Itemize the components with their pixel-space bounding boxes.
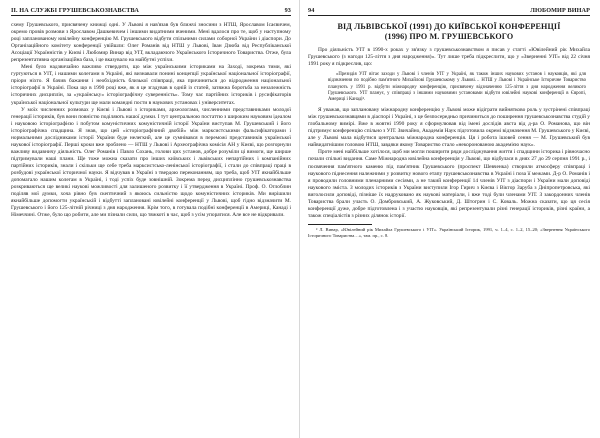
right-header-title: ЛЮБОМИР ВИНАР (530, 7, 590, 14)
left-page-number: 93 (284, 7, 291, 14)
right-body-text (308, 47, 590, 68)
article-title-line-1: ВІД ЛЬВІВСЬКОЇ (1991) ДО КИЇВСЬКОЇ КОНФЕРЕНЦІЇ (337, 22, 561, 31)
footnote: ³ Л. Винар, «Ювілейний рік Михайла Грушевського і УІТ». Український Історик, 1991, ч. 1–4, с. 1–2, 15–20; «Звернення Українського Історичного Товариства…», там. пр., с. 8. (308, 226, 590, 238)
left-paragraph: У моїх численних розмовах у Києві і Львові з істориками, археологами, численними представниками молодої генерації істориків, був вони повністю поділяють нашої думки. І тут центральною постаттю з широким науковим ідеалом і науковою історіографією і побутом комуністичних комуністичній історії України виступав М. Грушевський і його історіографічна спадщина. Я знав, що цей «історіографічний двобій» між марксистськими фальсифікаторами і нормальними дослідниками історії України буде нелегкий, але це сумнівався в переможі представників української наукової історіографії. Перші кроки вже зроблено — НТШ у Львові і Археографічна комісія АН у Києві, що розгорнули важливу видавничу діяльність. Олег Романів і Павло Сохань, голови цих установ, добре розуміли ці вимоги, ще ширше підтримували наші плани. Ще тоже можна сказати про інших київських і львівських непартійних і компанійних партійних істориків, знали і скільки ще себе треба марксистсько-ленінської історіографії, і стали до співпраці праці в розбудові української історичної науки. Я відчував в Україні з твердою переконанням, що треба, щоб УІТ якнайбільше допомагало нашим колегам в Україні, і тоді успіх буде зовнішній. Зокрема перед дисциплінно грушевськознавства розкриваються ще великі наукові можливості для залишеного розвитку і її утвердження в Україні. Проф. О. Оглоблин поділяв мої думки, хоча рівно був скептичний з якоюсь сильністю щодо комуністичних істориків. Ми вирішили якнайбільше допомогти українській і відбутті заплановані ювілейні конференції у Львові, щоб гідно відзначити М. Грушевського і його 125-літній річниці з дня народження. Крім того, в готувала подібні конференції в Америці, Канаді і Німеччині. Отже, було що робити, але ми пізнали сили, що тяжкоті в час, щоб з усім упоратися. Але все не відкривали. (11, 106, 291, 219)
body-paragraph: Я уважав, що заплановану міжнародну конференцію у Львові може відіграти вийнятково роль у зустрінені співпраці між грушевськознавцями в діаспорі і Україні, з це безпосередньо причиниться до поширення грушевськознавства студій у глобальному вимірі. Вже в жовтні 1990 року я сформулював від імені дослідів авста від д-ра О. Романова, що він підтримує конференцію спільно з УІТ. Звичайно, Академія Наук підготовила окремі відзначення М. Грушевського у Києві, але у Львові мала відбутися центральна міжнародна конференція. Ця і робота ішовей сення — М. Грушевський був найвидатнішим головою НТШ, завдяки якому Товариство стало «некоронованою академією наук». (308, 107, 590, 149)
footnote-rule (308, 224, 372, 225)
intro-paragraph: Про діяльність УІТ в 1990-х роках у зв'язку з грушевськознавством я писав у статті «Ювілейний рік Михайла Грушевського (з нагоди 125-ліття з дня народження)». Тут лише треба підкреслити, що у «Зверненні УІТ» від 22 січня 1991 року я підкреслив, що: (308, 47, 590, 68)
block-quote (328, 72, 586, 103)
right-running-head (308, 6, 590, 16)
right-body-text-continued (308, 107, 590, 220)
article-title (308, 22, 590, 42)
left-running-head (11, 6, 291, 16)
left-header-title: II. НА СЛУЖБІ ГРУШЕВСЬКОЗНАВСТВА (11, 7, 139, 14)
left-paragraph: Мені було надзвичайно важливо ствердити, що між українськими істориками на Заході, зокрема тими, які гуртуються в УІТ, і нашими колегами в Україні, які визнавали понині концепції української національної історіографії, пріори ніхто. Я бачив бажання і необхідність близької співпраці, яка причиниться до відродження національної історіографії в Україні. Пока що в 1990 році вже, як я це згадував в одній із статей, затяжна боротьба за незалежність історичних дисциплін, за «українську» історіографічну суверенність». Тому час партійних істориків і русифікаторів української національної культури ще мали командні пости в наукових установах і університетах. (11, 64, 291, 106)
right-page-number: 94 (308, 7, 315, 14)
quote-paragraph: «Президія УІТ вітає заходи у Львові і членів УІТ у Україні, як також інших наукових установ і науковців, які для відзначення по подібно пам'ятного Михайлові Грушевському у Львові… НТШ у Львові і Українське Історичне Товариство планують у 1991 р. відбути міжнародну конференцію, присвячену відзначенню 125-ліття з дня народження великого Грушевського. УІТ планує, у співпраці з іншими науковими установами відбути ювілейні наукові конференції в Європі, Америці і Канаді³. (328, 72, 586, 102)
article-title-line-2: (1996) ПРО М. ГРУШЕВСЬКОГО (384, 32, 514, 41)
left-paragraph: схему Грушевського, присвячену книжці одні. У Львові я нав'язав був ближчі зносини з НТШ, Ярославом Ісаєвичем, окремо провів розмови з Ярославом Дашкевичем і іншими видатними вченими. Мені вдалося про те, щоб у наступному році запланованому ювілейну конференцію М. Грушевського відбути спільними силами соборної України і діаспори. До Організаційного комітету конференції увійшли: Олег Романів від НТШ у Львові, Іван Дзюба від Республіканської Асоціації Українністів у Києві і Любомир Винар від УІТ, вкладаючого Українського Історичного Товариства. Отже, була репрезентативна організаційна база, і це вказувало на майбутні успіхи. (11, 22, 291, 64)
body-paragraph: Проте мені найбільше хотілося, щоб ми могли поширити ряди досліджування життя і спадщини історика і рівночасно почали спільні видання. Саме Міжнародна ювілейна конференція у Львові, що відбулася в днях 27 до 29 серпня 1991 р., і посвячення пам'ятного каменю під пам'ятник Грушевського (проспект Шевченка) створили атмосферу співпраці і наукового піднесення належними у розвитку нового етапу грушевськознавства в Україні і поза її межами. Д-р О. Романів і я проводили головними пленарними сесіями, а не такий конференції 14 членів УІТ з діаспори і України мали доповіді наукового зміста. З молодих істориків з України виступили Ігор Гирич з Києва і Віктор Заруба з Дніпропетровська, які виголосили доповіді, пізніше їх надруковано як наукові матеріали, і вже тоді були членами УІТ. З закордонних членів Товариства брали участь О. Домбровський, А. Жуковський, Д. Штогрин і С. Коваль. Можна сказати, що ця сесія конференції дуже, добре підготовлена і з участю науковців, які репрезентували різні генерації істориків, різні країни, а також спеціалістів з різних ділянок історії. (308, 149, 590, 219)
left-page (0, 0, 299, 438)
right-page (299, 0, 600, 438)
left-body-text (11, 22, 291, 219)
